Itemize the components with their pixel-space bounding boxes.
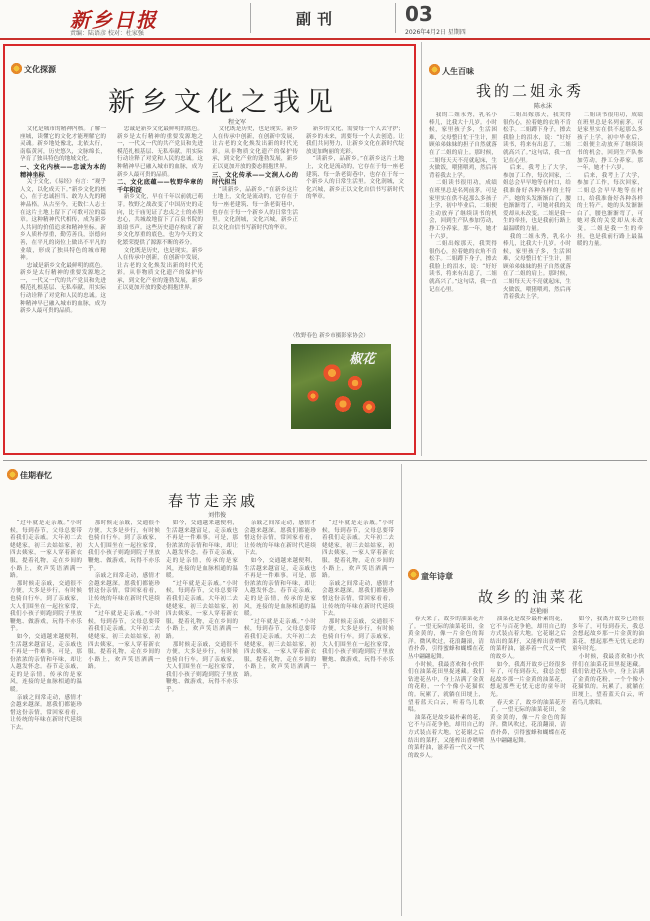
flower-icon bbox=[6, 468, 19, 481]
flower-icon bbox=[306, 389, 320, 403]
article-column-1 bbox=[10, 520, 82, 916]
article-column-2 bbox=[503, 112, 571, 448]
article-paragraph: 新乡的文化，需要每一个人去守护；新乡的未来，需要每一个人去创造。让我们共同努力，让新乡文化在新时代绽放更加绚丽的光彩。 bbox=[306, 126, 404, 155]
article-title: 春节走亲戚 bbox=[168, 492, 259, 510]
article-subheading: 二、文化底蕴——牧野华章的千年积淀 bbox=[117, 179, 203, 194]
flower-icon bbox=[407, 568, 420, 581]
article-paragraph: 我的二姐永秀，乳名小棒儿，比我大十几岁。小时候，家里孩子多，生活困难，父母整日忙于生计，照顾弟弟妹妹的担子自然就落在了二姐的肩上。那时候，二姐每天天不亮就起床，生火做饭，喂猪喂鸡，然后再背着我去上学。 bbox=[429, 112, 497, 179]
flower-icon bbox=[321, 362, 343, 384]
flower-icon bbox=[10, 62, 23, 75]
article-paragraph: 后来，我考上了大学，参加了工作，每次回家，二姐总会早早地等在村口，给我准备好各种各样的土特产。她的头发渐渐白了，腰也渐渐弯了，可她对我的关爱却从未改变。二姐是我一生的牵挂，也是我前行路上最温暖的力量。 bbox=[577, 172, 643, 248]
flower-icon bbox=[333, 394, 353, 414]
column-tag: 人生百味 bbox=[442, 67, 474, 76]
article-subheading: 一、文化内核——忠诚为本的精神坐标 bbox=[20, 163, 106, 179]
article-paragraph: “读新乡，品新乡。”在新乡这片土地上，文化是流动的，它存在于每一座老建筑、每一条老街巷中，也存在于每一个新乡人的日常生活里。文化润城，文化兴城，新乡正以文化自信书写新时代的华章。 bbox=[306, 156, 404, 201]
article-paragraph: 文化既是历史，也是现实。新乡人在传承中创新，在创新中发展，让古老的文化焕发出新的时代光彩。从非物质文化遗产的保护传承，到文化产业的蓬勃发展，新乡正以更加开放的姿态拥抱世界。 bbox=[212, 126, 298, 170]
article-paragraph: “过年就是走亲戚。”小时候，每到春节，父母总要带着我们走亲戚。大年初二去姥姥家，初三去姑姑家，初四去姨家，一家人穿着新衣服，提着礼物，走在乡间的小路上，欢声笑语洒满一路。 bbox=[166, 580, 238, 640]
article-paragraph: 那时候走亲戚，交通很不方便，大多是步行，有时候也骑自行车。到了亲戚家，大人们围坐在一起拉家常，我们小孩子则跑到院子里放鞭炮、做游戏，玩得不亦乐乎。 bbox=[166, 641, 238, 694]
article-paragraph: 油菜花是故乡最朴素的花，它不与百花争艳，却用自己的方式装点着大地。它花谢之后结出的菜籽，又能榨出香喷喷的菜籽油，滋养着一代又一代的故乡人。 bbox=[408, 714, 484, 759]
article-paragraph: 忠诚是新乡文化最鲜明的底色。新乡是太行精神的重要发源地之一，一代又一代的共产党员和先进模范扎根基层、无私奉献，用实际行动诠释了对党和人民的忠诚。这种精神早已融入城市的血脉，成为新乡人最可贵的品质。 bbox=[117, 126, 203, 178]
article-paragraph: “过年就是走亲戚。”小时候，每到春节，父母总要带着我们走亲戚。大年初二去姥姥家，初三去姑姑家，初四去姨家，一家人穿着新衣服，提着礼物，走在乡间的小路上，欢声笑语洒满一路。 bbox=[322, 520, 394, 580]
article-paragraph: 忠诚是新乡文化最鲜明的底色。新乡是太行精神的重要发源地之一，一代又一代的共产党员和先进模范扎根基层、无私奉献，用实际行动诠释了对党和人民的忠诚。这种精神早已融入城市的血脉，成为新乡人最可贵的品质。 bbox=[20, 262, 106, 315]
article-column-1 bbox=[20, 126, 106, 444]
column-tag: 佳期春忆 bbox=[20, 471, 52, 480]
photo-title: 椒花 bbox=[349, 352, 376, 367]
article-title: 故乡的油菜花 bbox=[478, 588, 587, 606]
column-divider bbox=[401, 464, 402, 916]
article-paragraph: 新乡文化，早在千年以前就已萌芽。牧野之战改变了中国历史的走向，比干庙见证了忠贞之士的赤胆忠心，共城故地留下了百泉书院的琅琅书声。这些历史遗存构成了新乡文化厚重的底色，也为今天的文化繁荣提供了源源不断的养分。 bbox=[117, 194, 203, 246]
article-paragraph: “过年就是走亲戚。”小时候，每到春节，父母总要带着我们走亲戚。大年初二去姥姥家，初三去姑姑家，初四去姨家，一家人穿着新衣服，提着礼物，走在乡间的小路上，欢声笑语洒满一路。 bbox=[10, 520, 82, 580]
article-paragraph: 如今，交通越来越便利，生活越来越富足，走亲戚也不再是一件难事。可是，那份浓浓的亲情和年味，却让人越发怀念。春节走亲戚，走的是亲情，传承的是家风，连接的是血脉相通的温暖。 bbox=[166, 520, 238, 580]
article-paragraph: 如今，我离开故乡已经很多年了，可每到春天，我总会想起故乡那一片金黄的油菜花，想起那些无忧无虑的童年时光。 bbox=[490, 661, 566, 698]
photo-caption: （牧野春色 新乡市摄影家协会） bbox=[290, 333, 369, 339]
article-paragraph: 小时候，我最喜欢和小伙伴们在油菜花田里捉迷藏。我们钻进花丛中，身上沾满了金黄的花粉，一个个像小花猫似的。玩累了，就躺在田埂上，望着蓝天白云，听着鸟儿歌唱。 bbox=[572, 653, 644, 706]
column-tag: 童年诗章 bbox=[421, 572, 453, 581]
article-column-5 bbox=[322, 520, 394, 916]
flower-icon bbox=[361, 399, 377, 415]
article-column-3 bbox=[212, 126, 298, 444]
article-paragraph: 如今，交通越来越便利，生活越来越富足，走亲戚也不再是一件难事。可是，那份浓浓的亲情和年味，却让人越发怀念。春节走亲戚，走的是亲情，传承的是家风，连接的是血脉相通的温暖。 bbox=[10, 633, 82, 694]
article-column-3 bbox=[577, 112, 643, 448]
flower-icon bbox=[346, 374, 364, 392]
article-paragraph: “读新乡，品新乡。”在新乡这片土地上，文化是流动的，它存在于每一座老建筑、每一条老街巷中，也存在于每一个新乡人的日常生活里。文化润城，文化兴城，新乡正以文化自信书写新时代的华章。 bbox=[212, 186, 298, 231]
editor-credits: 责编：陆语彦 校对：杜家强 bbox=[70, 30, 144, 37]
article-paragraph: 春天来了，故乡的油菜花开了。一望无际的油菜花田，金黄金黄的，像一片金色的海洋。微风吹过，花浪翻滚，清香扑鼻，引得蜜蜂和蝴蝶在花丛中翩翩起舞。 bbox=[408, 616, 484, 660]
article-paragraph: 文化既是历史，也是现实。新乡人在传承中创新，在创新中发展，让古老的文化焕发出新的时代光彩。从非物质文化遗产的保护传承，到文化产业的蓬勃发展，新乡正以更加开放的姿态拥抱世界。 bbox=[117, 247, 203, 292]
section-title: 副刊 bbox=[296, 10, 339, 28]
article-photo bbox=[291, 344, 391, 429]
article-column-3 bbox=[572, 616, 644, 916]
article-paragraph: 那时候走亲戚，交通很不方便，大多是步行，有时候也骑自行车。到了亲戚家，大人们围坐在一起拉家常，我们小孩子则跑到院子里放鞭炮、做游戏，玩得不亦乐乎。 bbox=[322, 618, 394, 671]
article-author: 刘伟俊 bbox=[208, 512, 227, 519]
column-divider bbox=[421, 42, 422, 456]
article-subheading: 三、文化传承——文润人心的时代担当 bbox=[212, 171, 298, 187]
article-author: 赵艳丽 bbox=[530, 608, 549, 615]
article-paragraph: 如今，交通越来越便利，生活越来越富足，走亲戚也不再是一件难事。可是，那份浓浓的亲情和年味，却让人越发怀念。春节走亲戚，走的是亲情，传承的是家风，连接的是血脉相通的温暖。 bbox=[244, 557, 316, 618]
article-paragraph: 二姐读书很用功，成绩在班里总是名列前茅。可是家里实在供不起那么多孩子上学，初中毕业后，二姐便主动放弃了继续读书的机会，回到生产队参加劳动，挣工分养家。那一年，她才十六岁。 bbox=[429, 180, 497, 240]
article-column-2 bbox=[117, 126, 203, 444]
article-paragraph: “过年就是走亲戚。”小时候，每到春节，父母总要带着我们走亲戚。大年初二去姥姥家，初三去姑姑家，初四去姨家，一家人穿着新衣服，提着礼物，走在乡间的小路上，欢声笑语洒满一路。 bbox=[244, 618, 316, 678]
article-paragraph: 如今，我离开故乡已经很多年了，可每到春天，我总会想起故乡那一片金黄的油菜花，想起那些无忧无虑的童年时光。 bbox=[572, 616, 644, 653]
article-column-3 bbox=[166, 520, 238, 916]
article-author: 程文军 bbox=[228, 119, 247, 126]
article-paragraph: 油菜花是故乡最朴素的花，它不与百花争艳，却用自己的方式装点着大地。它花谢之后结出的菜籽，又能榨出香喷喷的菜籽油，滋养着一代又一代的故乡人。 bbox=[490, 616, 566, 660]
article-paragraph: 二姐读书很用功，成绩在班里总是名列前茅。可是家里实在供不起那么多孩子上学，初中毕业后，二姐便主动放弃了继续读书的机会，回到生产队参加劳动，挣工分养家。那一年，她才十六岁。 bbox=[577, 112, 643, 172]
article-paragraph: 关于文化，《易经》有言：“观乎人文，以化成天下。”新乡文化的核心，在于忠诚担当、敢为人先的精神品格。从古至今，无数仁人志士在这片土地上留下了可歌可泣的篇章。这种精神代代相传，成为新乡人共同的价值追求和精神坐标。新乡人质朴厚重，勤劳善良，崇德向善，在平凡的岗位上做出不平凡的业绩，形成了独具特色的城市精神。 bbox=[20, 179, 106, 262]
article-paragraph: 春天来了，故乡的油菜花开了。一望无际的油菜花田，金黄金黄的，像一片金色的海洋。微风吹过，花浪翻滚，清香扑鼻，引得蜜蜂和蝴蝶在花丛中翩翩起舞。 bbox=[490, 699, 566, 744]
article-paragraph: 亲戚之间常走动，感情才会越来越深。愿我们都能珍惜这份亲情，常回家看看，让传统的年味在新时代延续下去。 bbox=[88, 573, 160, 610]
page-number: 03 bbox=[405, 2, 433, 26]
article-author: 陈永沫 bbox=[534, 103, 553, 110]
article-column-1 bbox=[429, 112, 497, 448]
article-column-1 bbox=[408, 616, 484, 916]
masthead-divider bbox=[250, 3, 251, 33]
flower-icon bbox=[428, 63, 441, 76]
article-paragraph: 我的二姐永秀，乳名小棒儿，比我大十几岁。小时候，家里孩子多，生活困难，父母整日忙于生计，照顾弟弟妹妹的担子自然就落在了二姐的肩上。那时候，二姐每天天不亮就起床，生火做饭，喂猪喂鸡，然后再背着我去上学。 bbox=[503, 233, 571, 301]
article-paragraph: 二姐出嫁那天，我哭得很伤心，拉着她的衣角不肯松手。二姐蹲下身子，擦去我脸上的泪水，说：“好好读书，将来有出息了，二姐就高兴了。”这句话，我一直记在心里。 bbox=[503, 112, 571, 164]
issue-date: 2026年4月2日 星期四 bbox=[405, 29, 466, 36]
article-column-4 bbox=[306, 126, 404, 326]
column-tag: 文化探源 bbox=[24, 65, 56, 74]
article-paragraph: 那时候走亲戚，交通很不方便，大多是步行，有时候也骑自行车。到了亲戚家，大人们围坐在一起拉家常，我们小孩子则跑到院子里放鞭炮、做游戏，玩得不亦乐乎。 bbox=[88, 520, 160, 572]
article-column-4 bbox=[244, 520, 316, 916]
article-paragraph: 后来，我考上了大学，参加了工作，每次回家，二姐总会早早地等在村口，给我准备好各种各样的土特产。她的头发渐渐白了，腰也渐渐弯了，可她对我的关爱却从未改变。二姐是我一生的牵挂，也是我前行路上最温暖的力量。 bbox=[503, 165, 571, 232]
article-column-2 bbox=[490, 616, 566, 916]
article-paragraph: 二姐出嫁那天，我哭得很伤心，拉着她的衣角不肯松手。二姐蹲下身子，擦去我脸上的泪水，说：“好好读书，将来有出息了，二姐就高兴了。”这句话，我一直记在心里。 bbox=[429, 241, 497, 293]
article-paragraph: 小时候，我最喜欢和小伙伴们在油菜花田里捉迷藏。我们钻进花丛中，身上沾满了金黄的花粉，一个个像小花猫似的。玩累了，就躺在田埂上，望着蓝天白云，听着鸟儿歌唱。 bbox=[408, 661, 484, 714]
article-paragraph: “过年就是走亲戚。”小时候，每到春节，父母总要带着我们走亲戚。大年初二去姥姥家，初三去姑姑家，初四去姨家，一家人穿着新衣服，提着礼物，走在乡间的小路上，欢声笑语洒满一路。 bbox=[88, 611, 160, 671]
article-paragraph: 那时候走亲戚，交通很不方便，大多是步行，有时候也骑自行车。到了亲戚家，大人们围坐在一起拉家常，我们小孩子则跑到院子里放鞭炮、做游戏，玩得不亦乐乎。 bbox=[10, 580, 82, 633]
article-paragraph: 亲戚之间常走动，感情才会越来越深。愿我们都能珍惜这份亲情，常回家看看，让传统的年味在新时代延续下去。 bbox=[10, 694, 82, 732]
section-divider bbox=[3, 460, 647, 461]
article-title: 新乡文化之我见 bbox=[108, 87, 339, 118]
article-paragraph: 亲戚之间常走动，感情才会越来越深。愿我们都能珍惜这份亲情，常回家看看，让传统的年味在新时代延续下去。 bbox=[322, 580, 394, 618]
article-column-2 bbox=[88, 520, 160, 916]
article-paragraph: 亲戚之间常走动，感情才会越来越深。愿我们都能珍惜这份亲情，常回家看看，让传统的年味在新时代延续下去。 bbox=[244, 520, 316, 557]
article-paragraph: 文化是城市的精神内核。了解一座城，读懂它的文化才能理解它的灵魂。新乡地处豫北，北依太行，南临黄河，历史悠久，文脉绵长，孕育了独具特色的地域文化。 bbox=[20, 126, 106, 163]
article-title: 我的二姐永秀 bbox=[476, 82, 585, 100]
newspaper-logo: 新乡日报 bbox=[70, 8, 158, 32]
masthead-divider bbox=[395, 3, 396, 33]
